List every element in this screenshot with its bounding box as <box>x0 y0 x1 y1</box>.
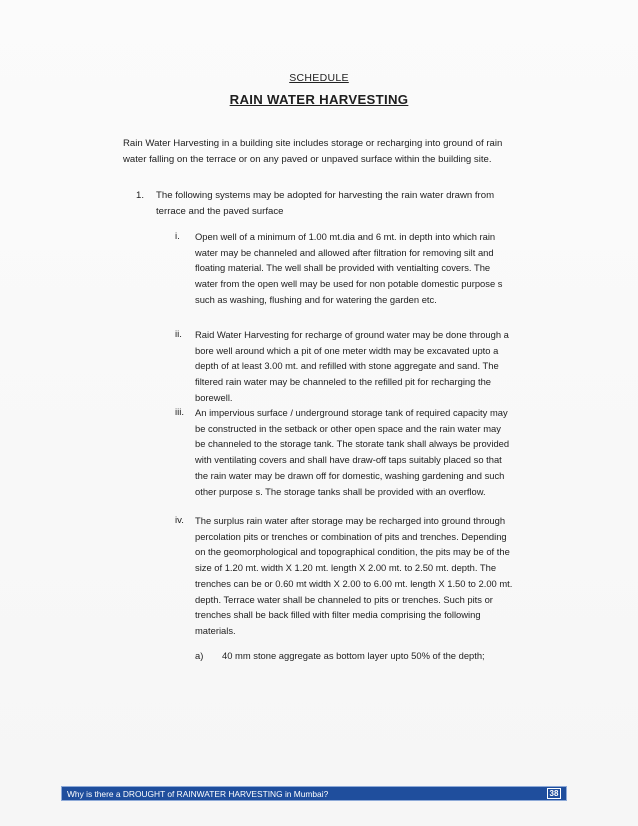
footer-text: Why is there a DROUGHT of RAINWATER HARVESTING in Mumbai? <box>67 789 329 799</box>
page-footer <box>61 786 567 801</box>
page-number: 38 <box>547 788 561 799</box>
sub-item-number: iii. <box>175 407 185 418</box>
sub-item-text: The surplus rain water after storage may be recharged into ground through percolation pits or trenches or combination of pits and trenches. Depending on the geomorphological and topographical condition, the pits may be of the size of 1.20 mt. width X 1.20 mt. length X 2.00 mt. to 2.50 mt. depth. The trenches can be or 0.60 mt width X 2.00 to 6.00 mt. length X 1.50 to 2.00 mt. depth. Terrace water shall be channeled to pits or trenches. Such pits or trenches shall be back filled with filter media comprising the following materials. <box>195 515 513 636</box>
sub-item-text: Raid Water Harvesting for recharge of ground water may be done through a bore well around which a pit of one meter width may be excavated upto a depth of at least 3.00 mt. and refilled with stone aggregate and sand. The filtered rain water may be channeled to the refilled pit for recharging the borewell. <box>195 329 509 403</box>
page-title: RAIN WATER HARVESTING <box>229 92 409 107</box>
sub-sub-item-text: 40 mm stone aggregate as bottom layer upto 50% of the depth; <box>222 650 485 661</box>
sub-item-text: Open well of a minimum of 1.00 mt.dia and 6 mt. in depth into which rain water may be channeled and allowed after filtration for removing silt and floating material. The well shall be provided with ventialting covers. The water from the open well may be used for non potable domestic purpose s such as washing, flushing and for watering the garden etc. <box>195 231 503 305</box>
sub-sub-item-number: a) <box>195 650 204 661</box>
sub-item-number: i. <box>175 231 180 242</box>
list-item-text: The following systems may be adopted for harvesting the rain water drawn from terrace and the paved surface <box>156 190 495 217</box>
intro-paragraph: Rain Water Harvesting in a building site includes storage or recharging into ground of rain water falling on the terrace or on any paved or unpaved surface within the building site. <box>123 138 503 165</box>
sub-item-number: iv. <box>175 515 184 526</box>
sub-item-number: ii. <box>175 329 182 340</box>
schedule-heading: SCHEDULE <box>289 72 349 84</box>
list-item-number: 1. <box>136 190 145 201</box>
sub-item-text: An impervious surface / underground storage tank of required capacity may be constructed in the setback or other open space and the rain water may be channeled to the storage tank. The storate tank shall always be provided with ventilating covers and shall have draw-off taps suitably placed so that the rain water may be drawn off for domestic, washing gardening and such other purpose s. The storage tanks shall be provided with an overflow. <box>195 407 510 497</box>
